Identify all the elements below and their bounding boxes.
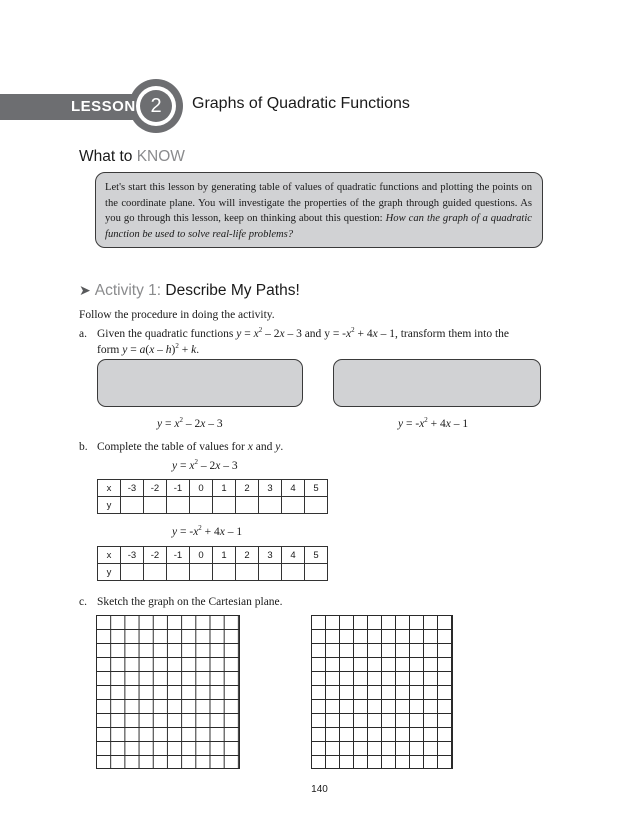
function-1-label: $y = x^2 - 2x - 3$ [157, 416, 223, 430]
x-value: -2 [144, 547, 167, 564]
x-value: 1 [213, 547, 236, 564]
x-value: 5 [305, 480, 328, 497]
lesson-title: Graphs of Quadratic Functions [192, 95, 410, 112]
x-value: 4 [282, 480, 305, 497]
heading-main-text: What to [79, 148, 137, 165]
lesson-number: 2 [150, 95, 162, 117]
x-value: 4 [282, 547, 305, 564]
answer-box-function-2[interactable] [333, 359, 541, 407]
cartesian-grid-1[interactable] [96, 615, 240, 769]
y-input-cell[interactable] [190, 564, 213, 581]
x-value: -1 [167, 547, 190, 564]
y-input-cell[interactable] [259, 564, 282, 581]
page-number: 140 [311, 784, 328, 795]
x-header: x [98, 480, 121, 497]
arrow-icon: ➤ [79, 282, 91, 298]
function-2-equation: $y = -x^2 + 4x - 1$ [324, 326, 395, 340]
activity-label: Activity 1: [94, 282, 166, 299]
item-a-text-4: form [97, 344, 123, 356]
y-input-cell[interactable] [282, 497, 305, 514]
y-input-cell[interactable] [282, 564, 305, 581]
x-value: 0 [190, 480, 213, 497]
y-input-cell[interactable] [213, 497, 236, 514]
x-value: 2 [236, 547, 259, 564]
x-value: 1 [213, 480, 236, 497]
y-input-cell[interactable] [121, 564, 144, 581]
y-input-cell[interactable] [144, 497, 167, 514]
item-a-letter: a. [79, 328, 87, 340]
table-row-y [98, 564, 328, 581]
intro-box [95, 172, 543, 248]
table-row-y [98, 497, 328, 514]
y-input-cell[interactable] [167, 564, 190, 581]
table-row-x [98, 547, 328, 564]
y-header: y [98, 497, 121, 514]
item-a-text [97, 328, 509, 340]
table-of-values-1 [97, 479, 328, 514]
item-b-text [97, 441, 283, 453]
item-c-letter: c. [79, 596, 87, 608]
item-b-text-2: and [252, 441, 276, 453]
intro-text: Let's start this lesson by generating table of values of quadratic functions and plotting the points on the coordinate plane. You will investigate the properties of the graph through guided questions. As you go through this lesson, keep on thinking about this question: [105, 182, 532, 224]
what-to-know-heading [79, 148, 185, 166]
item-a-text-1: Given the quadratic functions [97, 328, 237, 340]
heading-accent-text: KNOW [136, 148, 185, 165]
var-x: x [247, 441, 253, 453]
table-row-x [98, 480, 328, 497]
item-b-text-3: . [280, 441, 284, 453]
y-input-cell[interactable] [144, 564, 167, 581]
x-value: -3 [121, 480, 144, 497]
guiding-question: How can the graph of a quadratic function be used to solve real-life problems? [105, 213, 532, 240]
item-b-text-1: Complete the table of values for [97, 441, 248, 453]
function-1-equation: $y = x^2 - 2x - 3$ [236, 326, 302, 340]
item-a-text-line-2 [97, 344, 199, 356]
y-input-cell[interactable] [236, 564, 259, 581]
item-b-letter: b. [79, 441, 88, 453]
x-value: -3 [121, 547, 144, 564]
x-value: 2 [236, 480, 259, 497]
var-y: y [275, 441, 281, 453]
table-of-values-2 [97, 546, 328, 581]
y-input-cell[interactable] [259, 497, 282, 514]
y-input-cell[interactable] [121, 497, 144, 514]
y-input-cell[interactable] [190, 497, 213, 514]
table-2-caption: $y = -x^2 + 4x - 1$ [172, 524, 243, 538]
y-input-cell[interactable] [305, 564, 328, 581]
y-input-cell[interactable] [236, 497, 259, 514]
activity-title: Describe My Paths! [165, 282, 300, 299]
y-input-cell[interactable] [213, 564, 236, 581]
activity-heading [79, 282, 300, 300]
cartesian-grid-2[interactable] [311, 615, 453, 769]
x-value: 5 [305, 547, 328, 564]
x-value: -1 [167, 480, 190, 497]
item-a-text-3: , transform them into the [394, 328, 510, 340]
y-input-cell[interactable] [167, 497, 190, 514]
table-1-caption: $y = x^2 - 2x - 3$ [172, 458, 238, 472]
item-c-text: Sketch the graph on the Cartesian plane. [97, 596, 283, 608]
answer-box-function-1[interactable] [97, 359, 303, 407]
vertex-form-equation: y = a(x – h)$^2$ + k [122, 342, 197, 356]
y-header: y [98, 564, 121, 581]
x-header: x [98, 547, 121, 564]
x-value: 0 [190, 547, 213, 564]
activity-instruction: Follow the procedure in doing the activity. [79, 309, 275, 321]
x-value: 3 [259, 547, 282, 564]
function-2-label: $y = -x^2 + 4x - 1$ [398, 416, 469, 430]
y-input-cell[interactable] [305, 497, 328, 514]
x-value: 3 [259, 480, 282, 497]
item-a-text-5: . [196, 344, 200, 356]
lesson-label: LESSON [71, 98, 136, 115]
item-a-text-2: and [301, 328, 325, 340]
x-value: -2 [144, 480, 167, 497]
